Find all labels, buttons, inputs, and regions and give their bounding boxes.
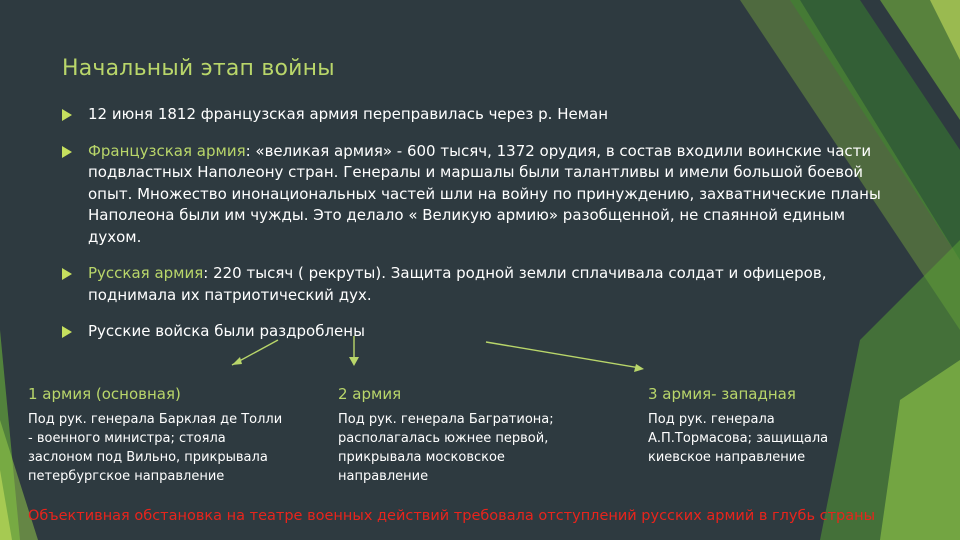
bullet-lead: Русская армия: [88, 264, 204, 282]
bullet-item: [62, 104, 882, 126]
bullet-text: Русские войска были раздроблены: [88, 322, 365, 340]
slide-title: Начальный этап войны: [62, 56, 335, 81]
bullet-text: : 220 тысяч ( рекруты). Защита родной земли сплачивала солдат и офицеров, поднимала их патриотический дух.: [88, 264, 827, 304]
army-1-description: Под рук. генерала Барклая де Толли - военного министра; стояла заслоном под Вильно, прикрывала петербургское направление: [28, 412, 283, 484]
bullet-list: [62, 104, 882, 358]
bullet-item: [62, 263, 882, 306]
army-2-description: Под рук. генерала Багратиона; располагалась южнее первой, прикрывала московское направление: [338, 412, 554, 484]
bullet-arrow-icon: [62, 268, 72, 280]
army-2-heading: 2 армия: [338, 385, 402, 403]
bullet-arrow-icon: [62, 326, 72, 338]
bullet-item: [62, 321, 882, 343]
army-1-block: [28, 385, 288, 486]
bullet-text: 12 июня 1812 французская армия переправилась через р. Неман: [88, 105, 609, 123]
army-3-block: [648, 385, 848, 467]
army-2-block: [338, 385, 598, 486]
bullet-text: : «великая армия» - 600 тысяч, 1372 орудия, в состав входили воинские части подвластных Наполеону стран. Генералы и маршалы были талантливы и имели большой боевой опыт. Множество инонациональных частей шли на войну по принуждению, захватнические планы Наполеона были им чужды. Это делало « Великую армию» разобщенной, не спаянной единым духом.: [88, 141, 881, 246]
bullet-arrow-icon: [62, 109, 72, 121]
army-3-description: Под рук. генерала А.П.Тормасова; защищала киевское направление: [648, 412, 829, 465]
army-1-heading: 1 армия (основная): [28, 385, 181, 403]
conclusion-text: Объективная обстановка на театре военных действий требовала отступлений русских армий в глубь страны: [28, 508, 876, 524]
bullet-item: [62, 141, 882, 249]
bullet-arrow-icon: [62, 146, 72, 158]
bullet-lead: Французская армия: [88, 141, 246, 160]
army-3-heading: 3 армия- западная: [648, 385, 796, 403]
